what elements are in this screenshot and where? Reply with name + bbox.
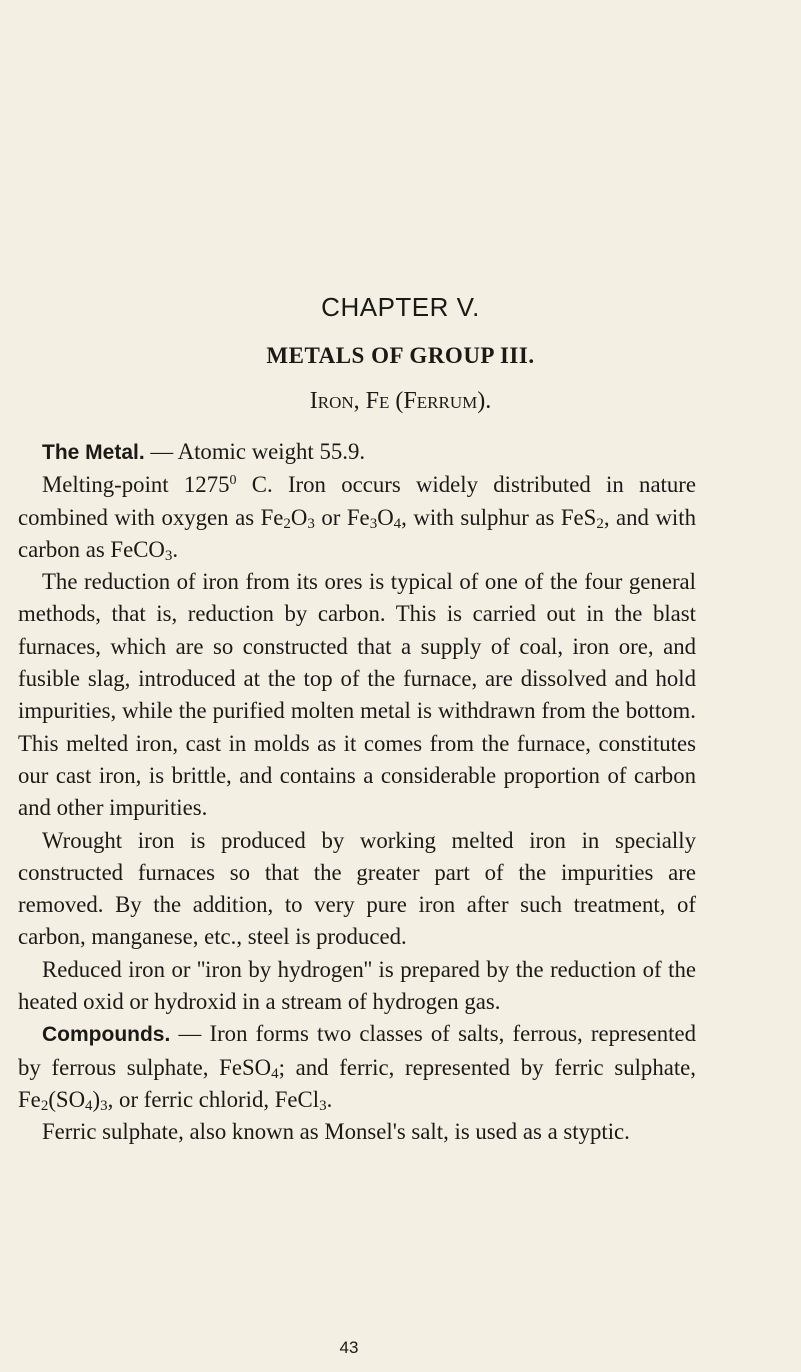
paragraph-compounds: Compounds. — Iron forms two classes of salts, ferrous, represented by ferrous sulphate, FeSO$_4$; and ferric, represented by ferric sulphate, $Fe_2(SO_4)_3$, or ferric chlorid, FeCl$_3$.: [18, 1021, 696, 1114]
page-number: 43: [339, 1338, 359, 1357]
paragraph-reduced-iron: Reduced iron or ''iron by hydrogen'' is prepared by the reduction of the heated oxid or hydroxid in a stream of hydrogen gas.: [18, 956, 696, 1015]
paragraph-wrought-iron: Wrought iron is produced by working melted iron in specially constructed furnaces so that the greater part of the impurities are removed. By the addition, to very pure iron after such treatment, of carbon, manganese, etc., steel is produced.: [18, 827, 696, 950]
body-text: [18, 436, 696, 1149]
paragraph-ferric-sulphate: Ferric sulphate, also known as Monsel's salt, is used as a styptic.: [42, 1119, 630, 1145]
paragraph-reduction: The reduction of iron from its ores is typical of one of the four general methods, that is, reduction by carbon. This is carried out in the blast furnaces, which are so constructed that a supply of coal, iron ore, and fusible slag, introduced at the top of the furnace, are dissolved and hold impurities, while the purified molten metal is withdrawn from the bottom. This melted iron, cast in molds as it comes from the furnace, constitutes our cast iron, is brittle, and contains a considerable proportion of carbon and other impurities.: [18, 569, 696, 821]
paragraph-melting-point: Melting-point 1275$^0$ C. Iron occurs widely distributed in nature combined with oxygen as $Fe_2O_3$ or $Fe_3O_4$, with sulphur as FeS$_2$, and with carbon as FeCO$_3$.: [18, 472, 697, 564]
element-heading: Iron, Fe (Ferrum).: [309, 388, 492, 414]
chapter-heading: CHAPTER V.: [321, 292, 480, 322]
run-in-heading-metal: The Metal.: [42, 441, 145, 464]
section-heading: METALS OF GROUP III.: [266, 343, 535, 368]
paragraph-the-metal: The Metal. — Atomic weight 55.9.: [42, 439, 366, 464]
run-in-heading-compounds: Compounds.: [42, 1023, 171, 1047]
